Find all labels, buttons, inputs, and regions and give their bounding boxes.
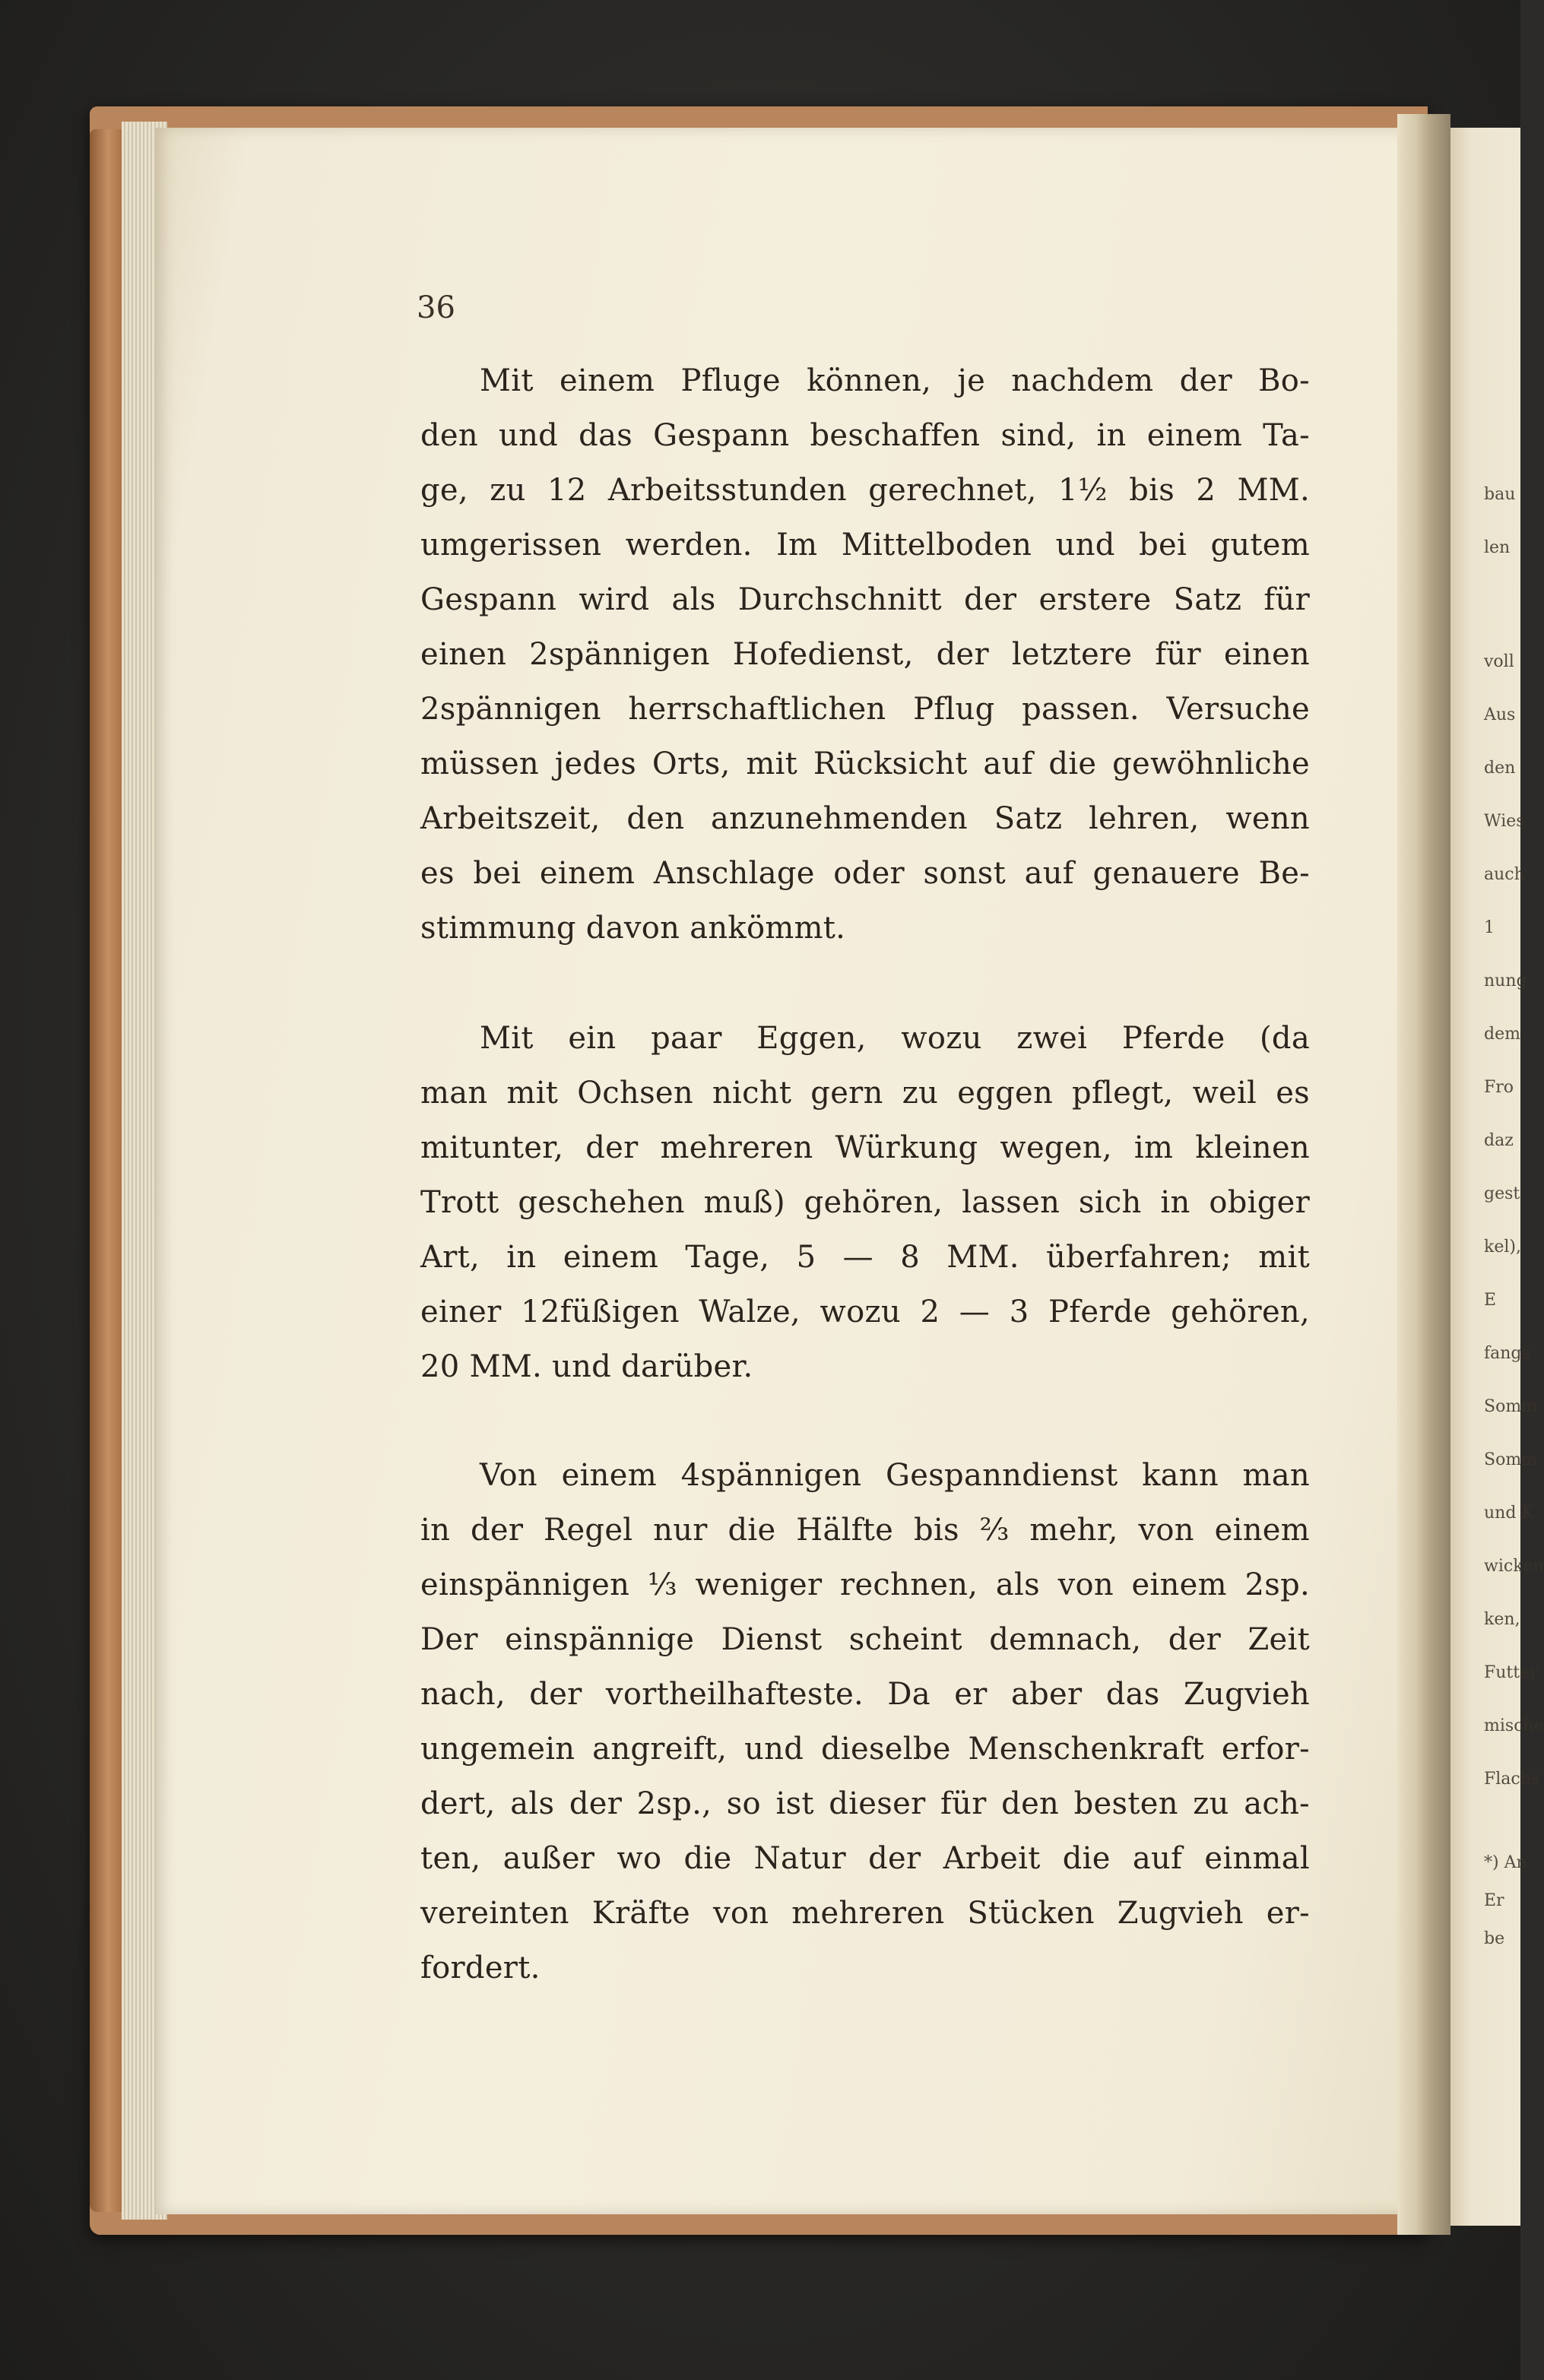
text-line: Mit einem Pfluge können, je nachdem der Bo- — [480, 363, 1310, 398]
text-line: den und das Gespann beschaffen sind, in einem Ta- — [420, 418, 1310, 453]
facing-fragment: Fro — [1484, 1078, 1514, 1097]
facing-fragment: Somm — [1484, 1397, 1538, 1416]
facing-fragment: auch — [1484, 865, 1525, 884]
text-line: nach, der vortheilhafteste. Da er aber das Zugvieh — [420, 1677, 1310, 1712]
text-line: stimmung davon ankömmt. — [420, 911, 846, 946]
facing-fragment: E — [1484, 1291, 1497, 1310]
text-line: einspännigen ⅓ weniger rechnen, als von einem 2sp. — [420, 1567, 1310, 1602]
text-line: 20 MM. und darüber. — [420, 1349, 753, 1384]
text-line: ge, zu 12 Arbeitsstunden gerechnet, 1½ bis 2 MM. — [420, 473, 1310, 508]
facing-fragment: len — [1484, 538, 1511, 557]
facing-fragment: 1 — [1484, 918, 1495, 937]
facing-fragment: nung — [1484, 971, 1527, 990]
facing-fragment: be — [1484, 1929, 1505, 1948]
text-line: ungemein angreift, und dieselbe Menschenkraft erfor- — [420, 1732, 1310, 1767]
facing-fragment: *) An — [1484, 1853, 1527, 1872]
facing-fragment: daz — [1484, 1131, 1514, 1150]
text-line: Art, in einem Tage, 5 — 8 MM. überfahren; mit — [420, 1240, 1310, 1275]
text-line: 2spännigen herrschaftlichen Pflug passen. Versuche — [420, 692, 1310, 727]
text-line: einer 12füßigen Walze, wozu 2 — 3 Pferde gehören, — [420, 1295, 1310, 1329]
facing-fragment: den — [1484, 759, 1516, 778]
text-line: Von einem 4spännigen Gespanndienst kann man — [480, 1458, 1310, 1493]
facing-fragment: mische — [1484, 1716, 1544, 1735]
text-line: Trott geschehen muß) gehören, lassen sich in obiger — [420, 1185, 1310, 1220]
text-line: umgerissen werden. Im Mittelboden und bei gutem — [420, 528, 1310, 563]
text-line: einen 2spännigen Hofedienst, der letztere für einen — [420, 637, 1310, 672]
page-number: 36 — [417, 290, 455, 325]
facing-fragment: fangs — [1484, 1344, 1530, 1363]
text-line: vereinten Kräfte von mehreren Stücken Zugvieh er- — [420, 1896, 1310, 1931]
facing-fragment: Er — [1484, 1891, 1504, 1910]
text-line: in der Regel nur die Hälfte bis ⅔ mehr, von einem — [420, 1513, 1310, 1548]
text-line: Der einspännige Dienst scheint demnach, der Zeit — [420, 1622, 1310, 1657]
text-line: Arbeitszeit, den anzunehmenden Satz lehren, wenn — [420, 801, 1310, 836]
facing-fragment: Somm — [1484, 1450, 1538, 1469]
paragraph-3 — [420, 1448, 1310, 1995]
text-line: müssen jedes Orts, mit Rücksicht auf die gewöhnliche — [420, 746, 1310, 781]
text-line: es bei einem Anschlage oder sonst auf genauere Be- — [420, 856, 1310, 891]
text-line: fordert. — [420, 1951, 541, 1985]
text-line: man mit Ochsen nicht gern zu eggen pflegt, weil es — [420, 1076, 1310, 1111]
facing-fragment: voll — [1484, 652, 1514, 671]
book-gutter — [1397, 114, 1450, 2235]
paragraph-2 — [420, 1011, 1310, 1394]
facing-fragment: ken, — [1484, 1610, 1520, 1629]
text-line: Gespann wird als Durchschnitt der erstere Satz für — [420, 582, 1310, 617]
facing-fragment: Flachs — [1484, 1770, 1540, 1789]
facing-fragment: Aus — [1484, 705, 1516, 724]
facing-fragment: kel), — [1484, 1238, 1521, 1257]
facing-fragment: dem — [1484, 1025, 1520, 1044]
text-line: Mit ein paar Eggen, wozu zwei Pferde (da — [480, 1021, 1310, 1056]
facing-fragment: wicken — [1484, 1557, 1544, 1576]
paragraph-1 — [420, 353, 1310, 955]
text-line: ten, außer wo die Natur der Arbeit die auf einmal — [420, 1841, 1310, 1876]
facing-fragment: bau — [1484, 485, 1516, 504]
facing-fragment: gest — [1484, 1184, 1520, 1203]
cover-edge — [90, 129, 123, 2212]
facing-fragment: Wies — [1484, 812, 1525, 831]
text-line: dert, als der 2sp., so ist dieser für den besten zu ach- — [420, 1786, 1310, 1821]
facing-fragment: Futter — [1484, 1663, 1538, 1682]
text-line: mitunter, der mehreren Würkung wegen, im kleinen — [420, 1130, 1310, 1165]
facing-fragment: und K — [1484, 1504, 1534, 1523]
facing-page — [1450, 128, 1544, 2226]
